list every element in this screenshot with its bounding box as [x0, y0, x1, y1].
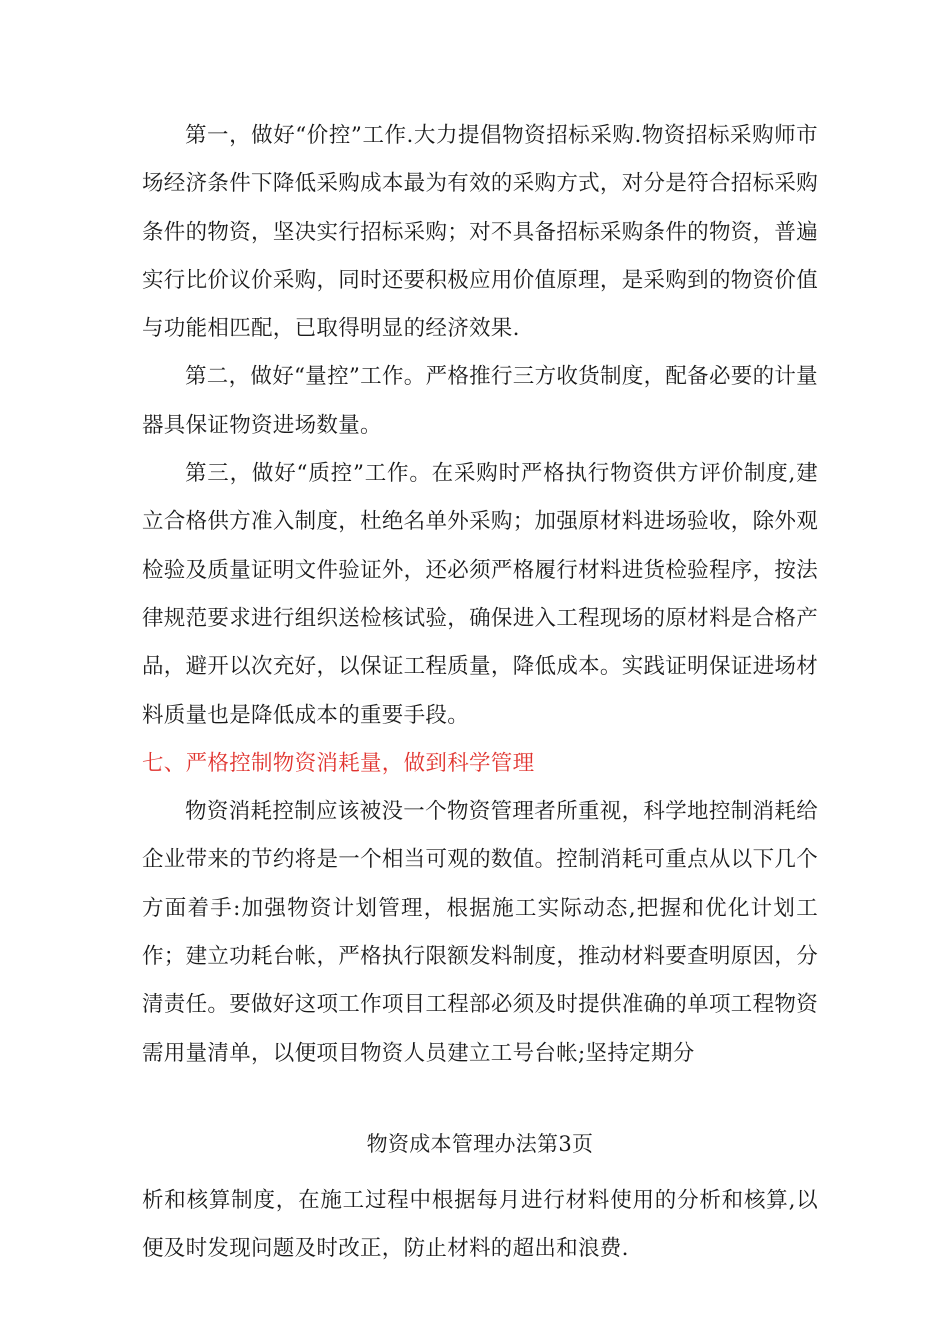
main-content [142, 112, 818, 1078]
paragraph-price-control: 第一，做好“价控”工作.大力提倡物资招标采购.物资招标采购师市场经济条件下降低采购成本最为有效的采购方式，对分是符合招标采购条件的物资，坚决实行招标采购；对不具备招标采购条件的物资，普遍实行比价议价采购，同时还要积极应用价值原理，是采购到的物资价值与功能相匹配，已取得明显的经济效果. [142, 123, 818, 342]
section-heading: 七、严格控制物资消耗量，做到科学管理 [142, 750, 535, 776]
paragraph-consumption-control: 物资消耗控制应该被没一个物资管理者所重视，科学地控制消耗给企业带来的节约将是一个相当可观的数值。控制消耗可重点从以下几个方面着手:加强物资计划管理，根据施工实际动态,把握和优化计划工作；建立功耗台帐，严格执行限额发料制度，推动材料要查明原因，分清责任。要做好这项工作项目工程部必须及时提供准确的单项工程物资需用量清单，以便项目物资人员建立工号台帐;坚持定期分 [142, 799, 818, 1066]
paragraph-quantity-control: 第二，做好“量控”工作。严格推行三方收货制度，配备必要的计量器具保证物资进场数量。 [142, 364, 818, 438]
page-footer: 物资成本管理办法第3页 [366, 1132, 594, 1156]
continuation-content [142, 1177, 818, 1274]
paragraph-quality-control: 第三，做好“质控”工作。在采购时严格执行物资供方评价制度,建立合格供方准入制度，杜绝名单外采购；加强原材料进场验收，除外观检验及质量证明文件验证外，还必须严格履行材料进货检验程序，按法律规范要求进行组织送检核试验，确保进入工程现场的原材料是合格产品，避开以次充好，以保证工程质量，降低成本。实践证明保证进场材料质量也是降低成本的重要手段。 [142, 461, 818, 728]
paragraph-continuation: 析和核算制度，在施工过程中根据每月进行材料使用的分析和核算,以便及时发现问题及时改正，防止材料的超出和浪费. [142, 1188, 818, 1262]
